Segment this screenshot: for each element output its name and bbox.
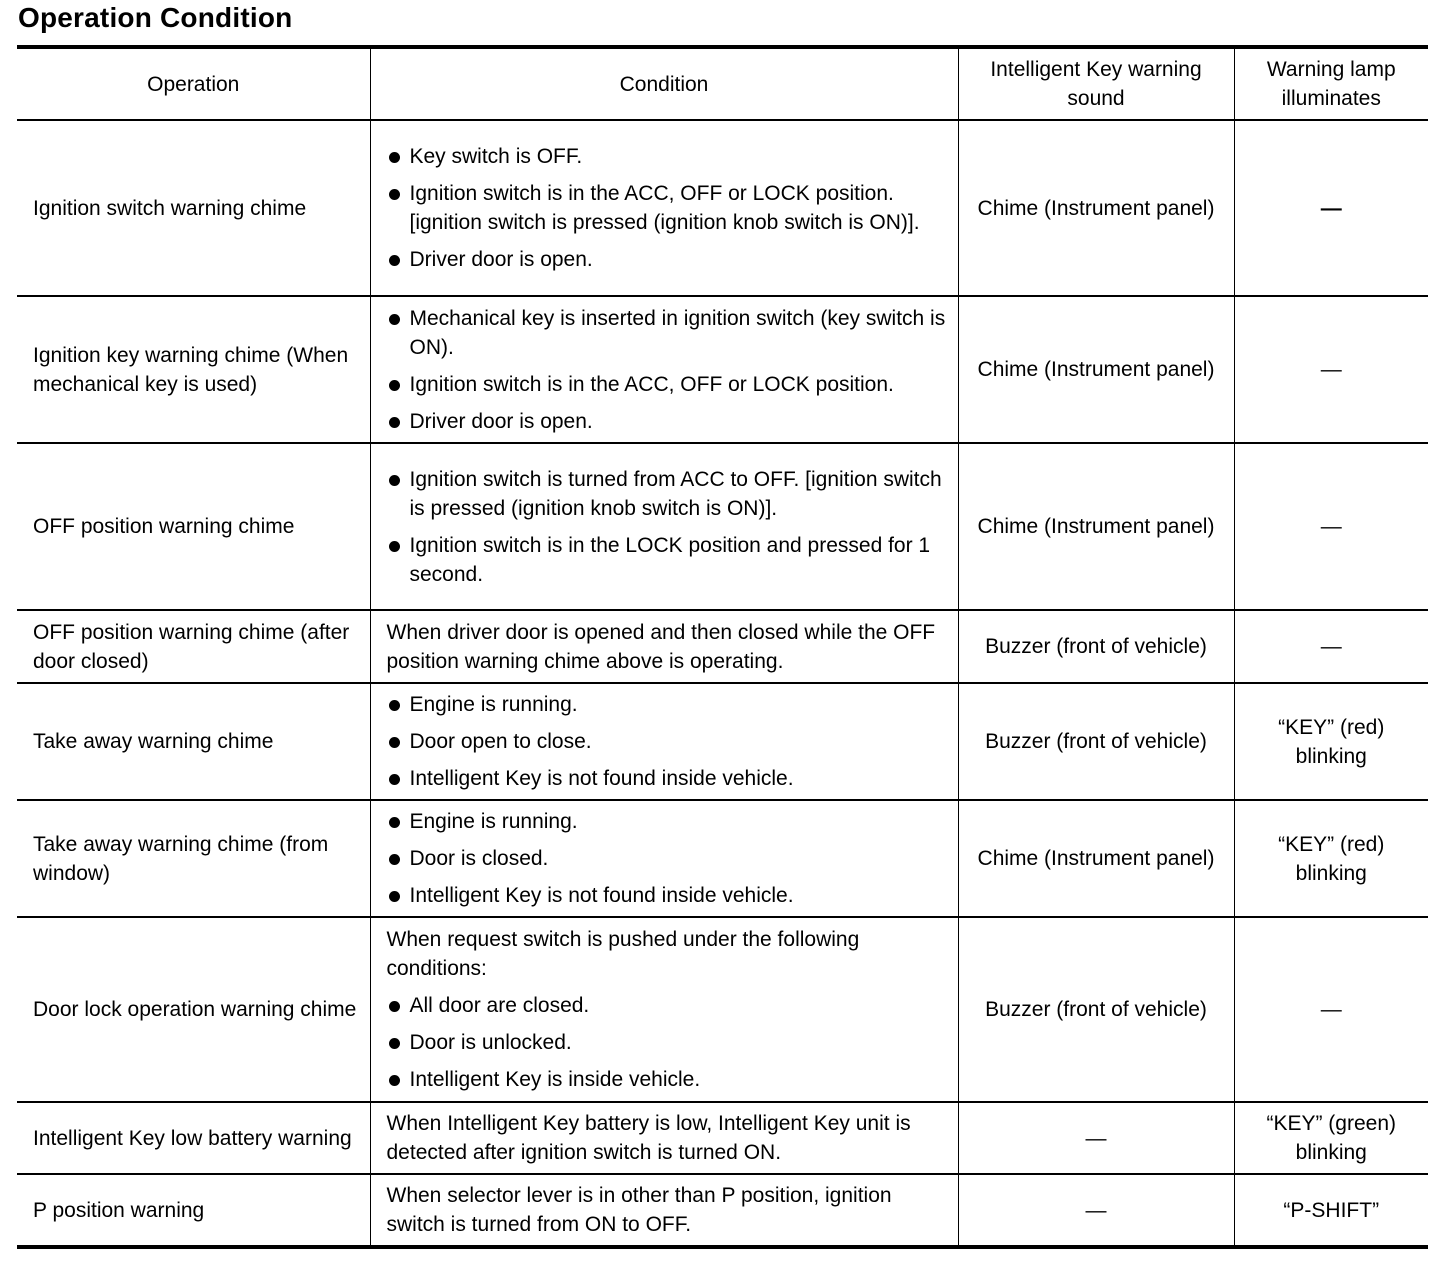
condition-item: Door is unlocked. <box>387 1028 946 1057</box>
condition-list <box>387 807 946 910</box>
table-row <box>17 917 1428 1102</box>
operation-cell: Door lock operation warning chime <box>17 917 370 1102</box>
operation-cell: OFF position warning chime (after door closed) <box>17 610 370 683</box>
sound-cell <box>958 1102 1234 1174</box>
condition-cell <box>370 120 958 296</box>
lamp-cell <box>1234 443 1428 610</box>
sound-cell <box>958 1174 1234 1247</box>
condition-item: Door is closed. <box>387 844 946 873</box>
condition-cell <box>370 443 958 610</box>
lamp-value: — <box>1320 998 1342 1021</box>
header-operation: Operation <box>147 72 240 96</box>
operation-cell: Take away warning chime (from window) <box>17 800 370 917</box>
sound-cell: Chime (Instrument panel) <box>958 443 1234 610</box>
lamp-cell <box>1234 917 1428 1102</box>
sound-value: — <box>1085 1126 1107 1150</box>
table-row <box>17 1174 1428 1247</box>
header-sound: Intelligent Key warning sound <box>958 47 1234 120</box>
lamp-cell <box>1234 120 1428 296</box>
header-row <box>17 47 1428 120</box>
condition-item: Mechanical key is inserted in ignition switch (key switch is ON). <box>387 304 946 362</box>
condition-list <box>387 142 946 274</box>
operation-condition-table <box>17 45 1428 1249</box>
condition-intro: When request switch is pushed under the following conditions: <box>386 928 860 980</box>
condition-cell <box>370 800 958 917</box>
operation-cell: Intelligent Key low battery warning <box>17 1102 370 1174</box>
lamp-cell: “KEY” (red) blinking <box>1234 683 1428 800</box>
sound-cell: Buzzer (front of vehicle) <box>958 610 1234 683</box>
condition-item: Ignition switch is in the LOCK position and pressed for 1 second. <box>387 531 946 589</box>
condition-item: All door are closed. <box>387 991 946 1020</box>
operation-cell: Ignition switch warning chime <box>17 120 370 296</box>
table-row <box>17 296 1428 443</box>
lamp-cell <box>1234 296 1428 443</box>
sound-cell: Buzzer (front of vehicle) <box>958 683 1234 800</box>
lamp-cell: “KEY” (green) blinking <box>1234 1102 1428 1174</box>
operation-cell: P position warning <box>17 1174 370 1247</box>
condition-item: Engine is running. <box>387 690 946 719</box>
condition-cell: When selector lever is in other than P position, ignition switch is turned from ON to OFF. <box>370 1174 958 1247</box>
condition-cell <box>370 683 958 800</box>
operation-cell: OFF position warning chime <box>17 443 370 610</box>
operation-cell: Ignition key warning chime (When mechanical key is used) <box>17 296 370 443</box>
lamp-value: — <box>1320 635 1342 658</box>
sound-cell: Buzzer (front of vehicle) <box>958 917 1234 1102</box>
table-row <box>17 610 1428 683</box>
condition-item: Door open to close. <box>387 727 946 756</box>
table-row <box>17 120 1428 296</box>
condition-item: Ignition switch is in the ACC, OFF or LOCK position. <box>387 370 946 399</box>
sound-cell: Chime (Instrument panel) <box>958 120 1234 296</box>
table-row <box>17 683 1428 800</box>
operation-cell: Take away warning chime <box>17 683 370 800</box>
lamp-value: — <box>1320 196 1342 220</box>
lamp-cell <box>1234 610 1428 683</box>
lamp-cell: “P-SHIFT” <box>1234 1174 1428 1247</box>
condition-cell <box>370 917 958 1102</box>
condition-list <box>387 991 946 1094</box>
lamp-cell: “KEY” (red) blinking <box>1234 800 1428 917</box>
condition-cell: When driver door is opened and then closed while the OFF position warning chime above is operating. <box>370 610 958 683</box>
condition-item: Driver door is open. <box>387 407 946 436</box>
condition-list <box>387 304 946 436</box>
condition-item: Ignition switch is turned from ACC to OFF. [ignition switch is pressed (ignition knob switch is ON)]. <box>387 465 946 523</box>
condition-cell: When Intelligent Key battery is low, Intelligent Key unit is detected after ignition switch is turned ON. <box>370 1102 958 1174</box>
page-title: Operation Condition <box>18 2 293 33</box>
condition-item: Engine is running. <box>387 807 946 836</box>
condition-item: Ignition switch is in the ACC, OFF or LOCK position. [ignition switch is pressed (ignition knob switch is ON)]. <box>387 179 946 237</box>
condition-item: Intelligent Key is not found inside vehicle. <box>387 764 946 793</box>
sound-cell: Chime (Instrument panel) <box>958 296 1234 443</box>
condition-item: Key switch is OFF. <box>387 142 946 171</box>
condition-item: Intelligent Key is not found inside vehicle. <box>387 881 946 910</box>
condition-item: Driver door is open. <box>387 245 946 274</box>
lamp-value: — <box>1320 358 1342 381</box>
table-row <box>17 800 1428 917</box>
condition-item: Intelligent Key is inside vehicle. <box>387 1065 946 1094</box>
table-row <box>17 443 1428 610</box>
header-condition: Condition <box>370 47 958 120</box>
lamp-value: — <box>1320 515 1342 538</box>
condition-list <box>387 465 946 589</box>
condition-list <box>387 690 946 793</box>
sound-cell: Chime (Instrument panel) <box>958 800 1234 917</box>
condition-cell <box>370 296 958 443</box>
header-lamp: Warning lamp illuminates <box>1234 47 1428 120</box>
sound-value: — <box>1085 1198 1107 1222</box>
table-row <box>17 1102 1428 1174</box>
